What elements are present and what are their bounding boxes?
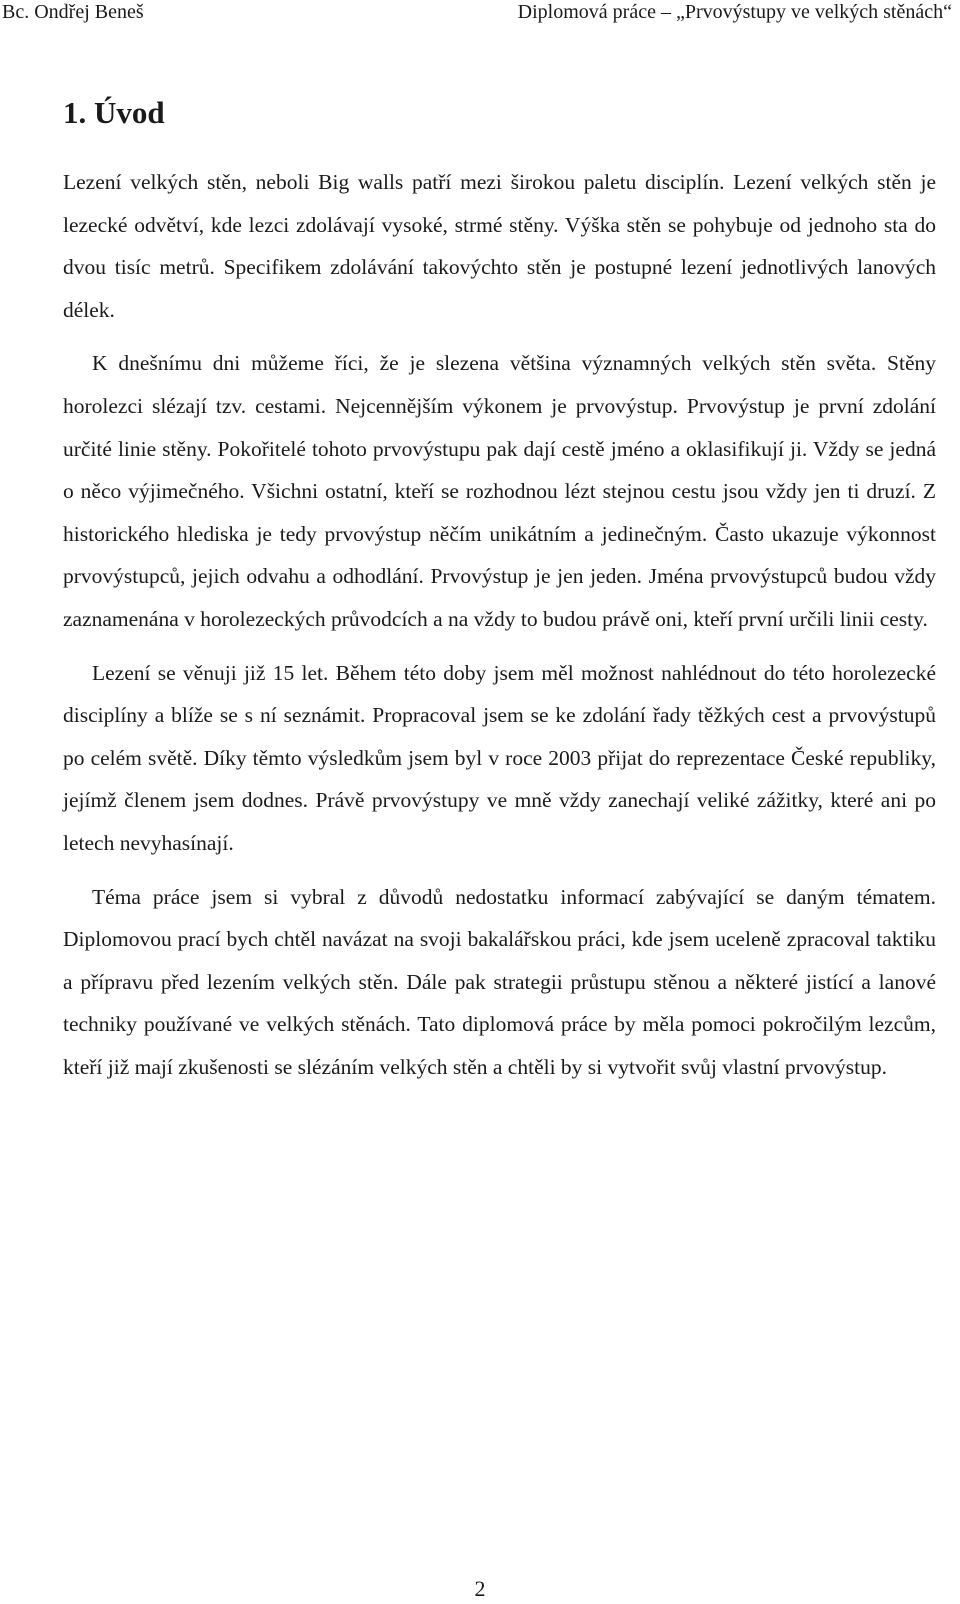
- paragraph: Téma práce jsem si vybral z důvodů nedostatku informací zabývající se daným tématem. Diplomovou prací bych chtěl navázat na svoji bakalářskou práci, kde jsem uceleně zpracoval taktiku a přípravu před lezením velkých stěn. Dále pak strategii průstupu stěnou a některé jistící a lanové techniky používané ve velkých stěnách. Tato diplomová práce by měla pomoci pokročilým lezcům, kteří již mají zkušenosti se slézáním velkých stěn a chtěli by si vytvořit svůj vlastní prvovýstup.: [63, 884, 936, 1079]
- page-number: 2: [474, 1576, 486, 1601]
- header-document-title: Diplomová práce – „Prvovýstupy ve velkých stěnách“: [517, 1, 952, 23]
- paragraph: K dnešnímu dni můžeme říci, že je slezena většina významných velkých stěn světa. Stěny horolezci slézají tzv. cestami. Nejcennějším výkonem je prvovýstup. Prvovýstup je první zdolání určité linie stěny. Pokořitelé tohoto prvovýstupu pak dají cestě jméno a oklasifikují ji. Vždy se jedná o něco výjimečného. Všichni ostatní, kteří se rozhodnou lézt stejnou cestu jsou vždy jen ti druzí. Z historického hlediska je tedy prvovýstup něčím unikátním a jedinečným. Často ukazuje výkonnost prvovýstupců, jejich odvahu a odhodlání. Prvovýstup je jen jeden. Jména prvovýstupců budou vždy zaznamenána v horolezeckých průvodcích a na vždy to budou právě oni, kteří první určili linii cesty.: [63, 351, 936, 631]
- running-header: [0, 0, 960, 28]
- chapter-heading: 1. Úvod: [63, 95, 165, 130]
- body-text: [63, 161, 936, 1088]
- paragraph: Lezení velkých stěn, neboli Big walls patří mezi širokou paletu disciplín. Lezení velkých stěn je lezecké odvětví, kde lezci zdolávají vysoké, strmé stěny. Výška stěn se pohybuje od jednoho sta do dvou tisíc metrů. Specifikem zdolávání takovýchto stěn je postupné lezení jednotlivých lanových délek.: [63, 170, 936, 322]
- paragraph: Lezení se věnuji již 15 let. Během této doby jsem měl možnost nahlédnout do této horolezecké disciplíny a blíže se s ní seznámit. Propracoval jsem se ke zdolání řady těžkých cest a prvovýstupů po celém světě. Díky těmto výsledkům jsem byl v roce 2003 přijat do reprezentace České republiky, jejímž členem jsem dodnes. Právě prvovýstupy ve mně vždy zanechají veliké zážitky, které ani po letech nevyhasínají.: [63, 660, 936, 855]
- header-author: Bc. Ondřej Beneš: [2, 1, 144, 23]
